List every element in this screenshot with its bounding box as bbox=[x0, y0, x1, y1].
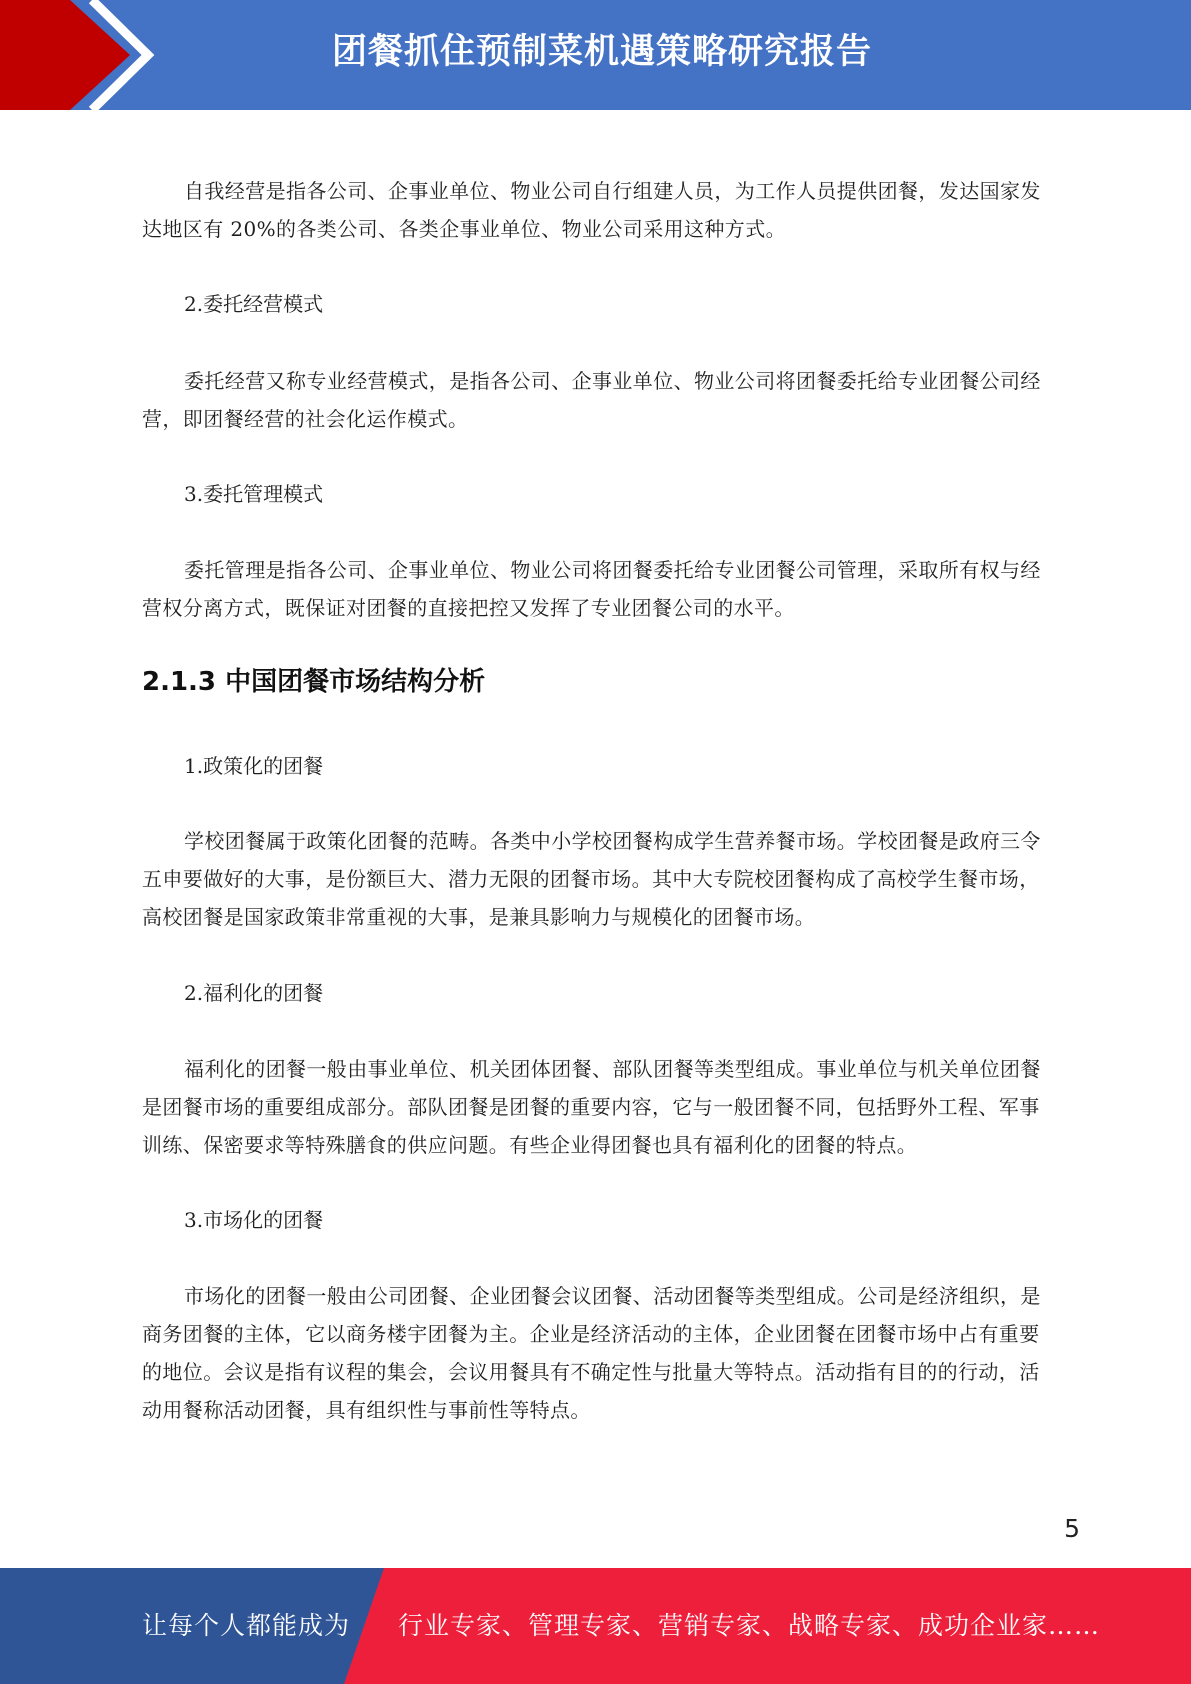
footer-banner bbox=[0, 1568, 1191, 1684]
subheading-entrusted-management: 3.委托管理模式 bbox=[184, 482, 324, 506]
subheading-entrusted-operation: 2.委托经营模式 bbox=[184, 292, 324, 316]
paragraph-market-catering: 市场化的团餐一般由公司团餐、企业团餐会议团餐、活动团餐等类型组成。公司是经济组织，是商务团餐的主体，它以商务楼宇团餐为主。企业是经济活动的主体，企业团餐在团餐市场中占有重要的地位。会议是指有议程的集会，会议用餐具有不确定性与批量大等特点。活动指有目的的行动，活动用餐称活动团餐，具有组织性与事前性等特点。 bbox=[142, 1284, 1041, 1422]
footer-slogan-left: 让每个人都能成为 bbox=[142, 1611, 351, 1640]
subheading-policy-catering: 1.政策化的团餐 bbox=[184, 754, 324, 778]
subheading-market-catering: 3.市场化的团餐 bbox=[184, 1208, 324, 1232]
paragraph-entrusted-operation: 委托经营又称专业经营模式，是指各公司、企事业单位、物业公司将团餐委托给专业团餐公司经营，即团餐经营的社会化运作模式。 bbox=[142, 369, 1041, 431]
paragraph-welfare-catering: 福利化的团餐一般由事业单位、机关团体团餐、部队团餐等类型组成。事业单位与机关单位团餐是团餐市场的重要组成部分。部队团餐是团餐的重要内容，它与一般团餐不同，包括野外工程、军事训练、保密要求等特殊膳食的供应问题。有些企业得团餐也具有福利化的团餐的特点。 bbox=[142, 1057, 1041, 1157]
paragraph-entrusted-management: 委托管理是指各公司、企事业单位、物业公司将团餐委托给专业团餐公司管理，采取所有权与经营权分离方式，既保证对团餐的直接把控又发挥了专业团餐公司的水平。 bbox=[142, 558, 1041, 620]
section-heading-market-structure: 2.1.3 中国团餐市场结构分析 bbox=[142, 667, 486, 697]
report-title: 团餐抓住预制菜机遇策略研究报告 bbox=[332, 32, 873, 72]
paragraph-self-operation: 自我经营是指各公司、企事业单位、物业公司自行组建人员，为工作人员提供团餐，发达国家发达地区有 20%的各类公司、各类企事业单位、物业公司采用这种方式。 bbox=[142, 179, 1041, 241]
page-number: 5 bbox=[1064, 1514, 1080, 1543]
subheading-welfare-catering: 2.福利化的团餐 bbox=[184, 981, 324, 1005]
footer-slogan-right: 行业专家、管理专家、营销专家、战略专家、成功企业家…… bbox=[398, 1611, 1101, 1640]
header-banner bbox=[0, 0, 1191, 110]
paragraph-policy-catering: 学校团餐属于政策化团餐的范畴。各类中小学校团餐构成学生营养餐市场。学校团餐是政府三令五申要做好的大事，是份额巨大、潜力无限的团餐市场。其中大专院校团餐构成了高校学生餐市场，高校团餐是国家政策非常重视的大事，是兼具影响力与规模化的团餐市场。 bbox=[142, 829, 1041, 929]
